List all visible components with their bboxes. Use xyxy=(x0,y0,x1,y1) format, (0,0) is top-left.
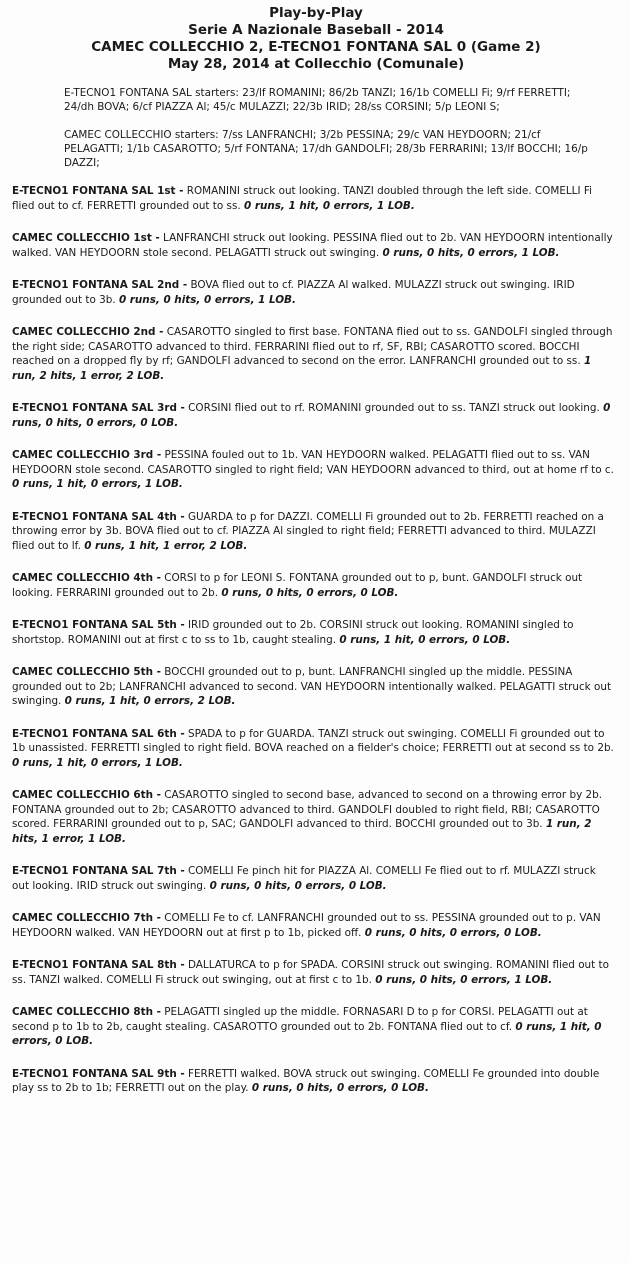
inning-paragraph xyxy=(12,618,620,647)
inning-team-label: E-TECNO1 FONTANA SAL 3rd - xyxy=(12,402,185,414)
inning-team-label: E-TECNO1 FONTANA SAL 9th - xyxy=(12,1067,185,1080)
inning-team-label: CAMEC COLLECCHIO 3rd - xyxy=(12,449,162,461)
inning-paragraph xyxy=(12,510,620,554)
inning-spacer xyxy=(12,492,620,510)
inning-spacer xyxy=(12,893,620,911)
inning-team-label: CAMEC COLLECCHIO 6th - xyxy=(12,789,161,801)
inning-summary: 0 runs, 0 hits, 0 errors, 0 LOB. xyxy=(12,402,611,429)
inning-paragraph xyxy=(12,278,620,307)
inning-spacer xyxy=(12,846,620,864)
inning-spacer xyxy=(12,600,620,618)
inning-summary: 0 runs, 0 hits, 0 errors, 1 LOB. xyxy=(375,973,553,986)
inning-team-label: CAMEC COLLECCHIO 5th - xyxy=(12,666,161,678)
inning-plays: SPADA to p for GUARDA. TANZI struck out swinging. COMELLI Fi grounded out to 1b unassisted. FERRETTI singled to right field. BOVA reached on a fielder's choice; FERRETTI out at second ss to 2b. xyxy=(12,727,614,754)
inning-team-label: E-TECNO1 FONTANA SAL 6th - xyxy=(12,727,185,740)
inning-team-label: E-TECNO1 FONTANA SAL 2nd - xyxy=(12,279,188,291)
inning-paragraph xyxy=(12,864,620,893)
inning-plays: GUARDA to p for DAZZI. COMELLI Fi grounded out to 2b. FERRETTI reached on a throwing error by 3b. BOVA flied out to cf. PIAZZA Al singled to right field; FERRETTI advanced to third. MULAZZI flied out to lf. xyxy=(12,510,604,552)
inning-plays: DALLATURCA to p for SPADA. CORSINI struck out swinging. ROMANINI flied out to ss. TANZI walked. COMELLI Fi struck out swinging, out at first c to 1b. xyxy=(12,959,609,986)
inning-spacer xyxy=(12,987,620,1005)
inning-paragraph xyxy=(12,325,620,383)
inning-paragraph xyxy=(12,911,620,940)
inning-summary: 0 runs, 1 hit, 0 errors, 1 LOB. xyxy=(243,199,415,212)
inning-paragraph xyxy=(12,1067,620,1096)
inning-plays: ROMANINI struck out looking. TANZI doubled through the left side. COMELLI Fi flied out to cf. FERRETTI grounded out to ss. xyxy=(12,185,592,212)
inning-plays: COMELLI Fe pinch hit for PIAZZA Al. COMELLI Fe flied out to rf. MULAZZI struck out looking. IRID struck out swinging. xyxy=(12,865,596,892)
inning-spacer xyxy=(12,770,620,788)
inning-spacer xyxy=(12,709,620,727)
inning-summary: 0 runs, 0 hits, 0 errors, 0 LOB. xyxy=(221,586,399,599)
home-starters: CAMEC COLLECCHIO starters: 7/ss LANFRANCHI; 3/2b PESSINA; 29/c VAN HEYDOORN; 21/cf PELAGATTI; 1/1b CASAROTTO; 5/rf FONTANA; 17/dh GANDOLFI; 28/3b FERRARINI; 13/lf BOCCHI; 16/p DAZZI; xyxy=(64,129,588,169)
date-venue: May 28, 2014 at Collecchio (Comunale) xyxy=(167,56,465,72)
inning-paragraph xyxy=(12,788,620,846)
inning-paragraph xyxy=(12,401,620,430)
inning-spacer xyxy=(12,647,620,665)
starters-section xyxy=(12,86,620,170)
inning-spacer xyxy=(12,553,620,571)
inning-paragraph xyxy=(12,184,620,213)
inning-plays: IRID grounded out to 2b. CORSINI struck out looking. ROMANINI singled to shortstop. ROMANINI out at first c to ss to 1b, caught stealing. xyxy=(12,619,574,646)
inning-plays: CORSINI flied out to rf. ROMANINI grounded out to ss. TANZI struck out looking. xyxy=(188,402,600,414)
visitor-starters: E-TECNO1 FONTANA SAL starters: 23/lf ROMANINI; 86/2b TANZI; 16/1b COMELLI Fi; 9/rf FERRETTI; 24/dh BOVA; 6/cf PIAZZA Al; 45/c MULAZZI; 22/3b IRID; 28/ss CORSINI; 5/p LEONI S; xyxy=(64,87,571,113)
inning-plays: LANFRANCHI struck out looking. PESSINA flied out to 2b. VAN HEYDOORN intentionally walked. VAN HEYDOORN stole second. PELAGATTI struck out swinging. xyxy=(12,232,613,259)
inning-spacer xyxy=(12,383,620,401)
inning-plays: COMELLI Fe to cf. LANFRANCHI grounded out to ss. PESSINA grounded out to p. VAN HEYDOORN walked. VAN HEYDOORN out at first p to 1b, picked off. xyxy=(12,912,601,939)
league-title: Serie A Nazionale Baseball - 2014 xyxy=(188,22,444,38)
inning-summary: 0 runs, 1 hit, 0 errors, 0 LOB. xyxy=(12,1020,602,1047)
inning-plays: FERRETTI walked. BOVA struck out swinging. COMELLI Fe grounded into double play ss to 2b to 1b; FERRETTI out on the play. xyxy=(12,1067,600,1094)
inning-team-label: E-TECNO1 FONTANA SAL 7th - xyxy=(12,865,185,877)
innings-list xyxy=(12,184,620,1096)
inning-summary: 0 runs, 0 hits, 0 errors, 0 LOB. xyxy=(251,1082,429,1094)
inning-spacer xyxy=(12,307,620,325)
inning-team-label: CAMEC COLLECCHIO 4th - xyxy=(12,572,161,584)
inning-team-label: E-TECNO1 FONTANA SAL 4th - xyxy=(12,510,185,523)
inning-team-label: E-TECNO1 FONTANA SAL 5th - xyxy=(12,619,185,631)
document-header xyxy=(12,0,620,73)
inning-team-label: CAMEC COLLECCHIO 8th - xyxy=(12,1006,161,1018)
inning-plays: CORSI to p for LEONI S. FONTANA grounded out to p, bunt. GANDOLFI struck out looking. FERRARINI grounded out to 2b. xyxy=(12,572,583,599)
inning-spacer xyxy=(12,213,620,231)
inning-paragraph xyxy=(12,231,620,260)
inning-summary: 0 runs, 0 hits, 0 errors, 0 LOB. xyxy=(364,926,542,939)
inning-summary: 0 runs, 0 hits, 0 errors, 1 LOB. xyxy=(118,293,296,306)
inning-spacer xyxy=(12,430,620,448)
inning-summary: 0 runs, 1 hit, 0 errors, 2 LOB. xyxy=(64,695,236,707)
inning-summary: 1 run, 2 hits, 1 error, 2 LOB. xyxy=(12,355,592,382)
inning-spacer xyxy=(12,940,620,958)
inning-paragraph xyxy=(12,727,620,771)
inning-team-label: E-TECNO1 FONTANA SAL 8th - xyxy=(12,959,185,971)
inning-team-label: CAMEC COLLECCHIO 2nd - xyxy=(12,326,164,338)
inning-team-label: CAMEC COLLECCHIO 1st - xyxy=(12,232,160,244)
inning-summary: 0 runs, 1 hit, 0 errors, 1 LOB. xyxy=(12,756,183,769)
inning-paragraph xyxy=(12,665,620,709)
inning-summary: 0 runs, 1 hit, 0 errors, 0 LOB. xyxy=(339,633,511,646)
inning-plays: BOVA flied out to cf. PIAZZA Al walked. MULAZZI struck out swinging. IRID grounded out to 3b. xyxy=(12,279,575,306)
inning-summary: 1 run, 2 hits, 1 error, 1 LOB. xyxy=(12,818,592,845)
matchup-title: CAMEC COLLECCHIO 2, E-TECNO1 FONTANA SAL 0 (Game 2) xyxy=(91,39,541,55)
inning-summary: 0 runs, 1 hit, 0 errors, 1 LOB. xyxy=(12,478,183,490)
inning-plays: PELAGATTI singled up the middle. FORNASARI D to p for CORSI. PELAGATTI out at second p to 1b to 2b, caught stealing. CASAROTTO grounded out to 2b. FONTANA flied out to cf. xyxy=(12,1006,588,1033)
inning-paragraph xyxy=(12,571,620,600)
inning-spacer xyxy=(12,1049,620,1067)
inning-plays: BOCCHI grounded out to p, bunt. LANFRANCHI singled up the middle. PESSINA grounded out to 2b; LANFRANCHI advanced to second. VAN HEYDOORN intentionally walked. PELAGATTI struck out swinging. xyxy=(12,666,612,707)
inning-plays: CASAROTTO singled to first base. FONTANA flied out to ss. GANDOLFI singled through the right side; CASAROTTO advanced to third. FERRARINI flied out to rf, SF, RBI; CASAROTTO scored. BOCCHI reached on a dropped fly by rf; GANDOLFI advanced to second on the error. LANFRANCHI grounded out to ss. xyxy=(12,326,613,367)
inning-paragraph xyxy=(12,958,620,987)
inning-team-label: E-TECNO1 FONTANA SAL 1st - xyxy=(12,185,184,197)
inning-plays: PESSINA fouled out to 1b. VAN HEYDOORN walked. PELAGATTI flied out to ss. VAN HEYDOORN stole second. CASAROTTO singled to right field; VAN HEYDOORN advanced to third, out at home rf to c. xyxy=(12,449,614,476)
inning-summary: 0 runs, 0 hits, 0 errors, 0 LOB. xyxy=(209,879,387,892)
inning-plays: CASAROTTO singled to second base, advanced to second on a throwing error by 2b. FONTANA grounded out to 2b; CASAROTTO advanced to third. GANDOLFI doubled to right field, RBI; CASAROTTO scored. FERRARINI grounded out to p, SAC; GANDOLFI advanced to third. BOCCHI grounded out to 3b. xyxy=(12,789,603,830)
inning-paragraph xyxy=(12,448,620,492)
inning-paragraph xyxy=(12,1005,620,1049)
inning-team-label: CAMEC COLLECCHIO 7th - xyxy=(12,912,161,924)
inning-summary: 0 runs, 0 hits, 0 errors, 1 LOB. xyxy=(382,246,560,259)
inning-spacer xyxy=(12,260,620,278)
document-title: Play-by-Play xyxy=(269,5,363,21)
inning-summary: 0 runs, 1 hit, 1 error, 2 LOB. xyxy=(84,539,248,552)
